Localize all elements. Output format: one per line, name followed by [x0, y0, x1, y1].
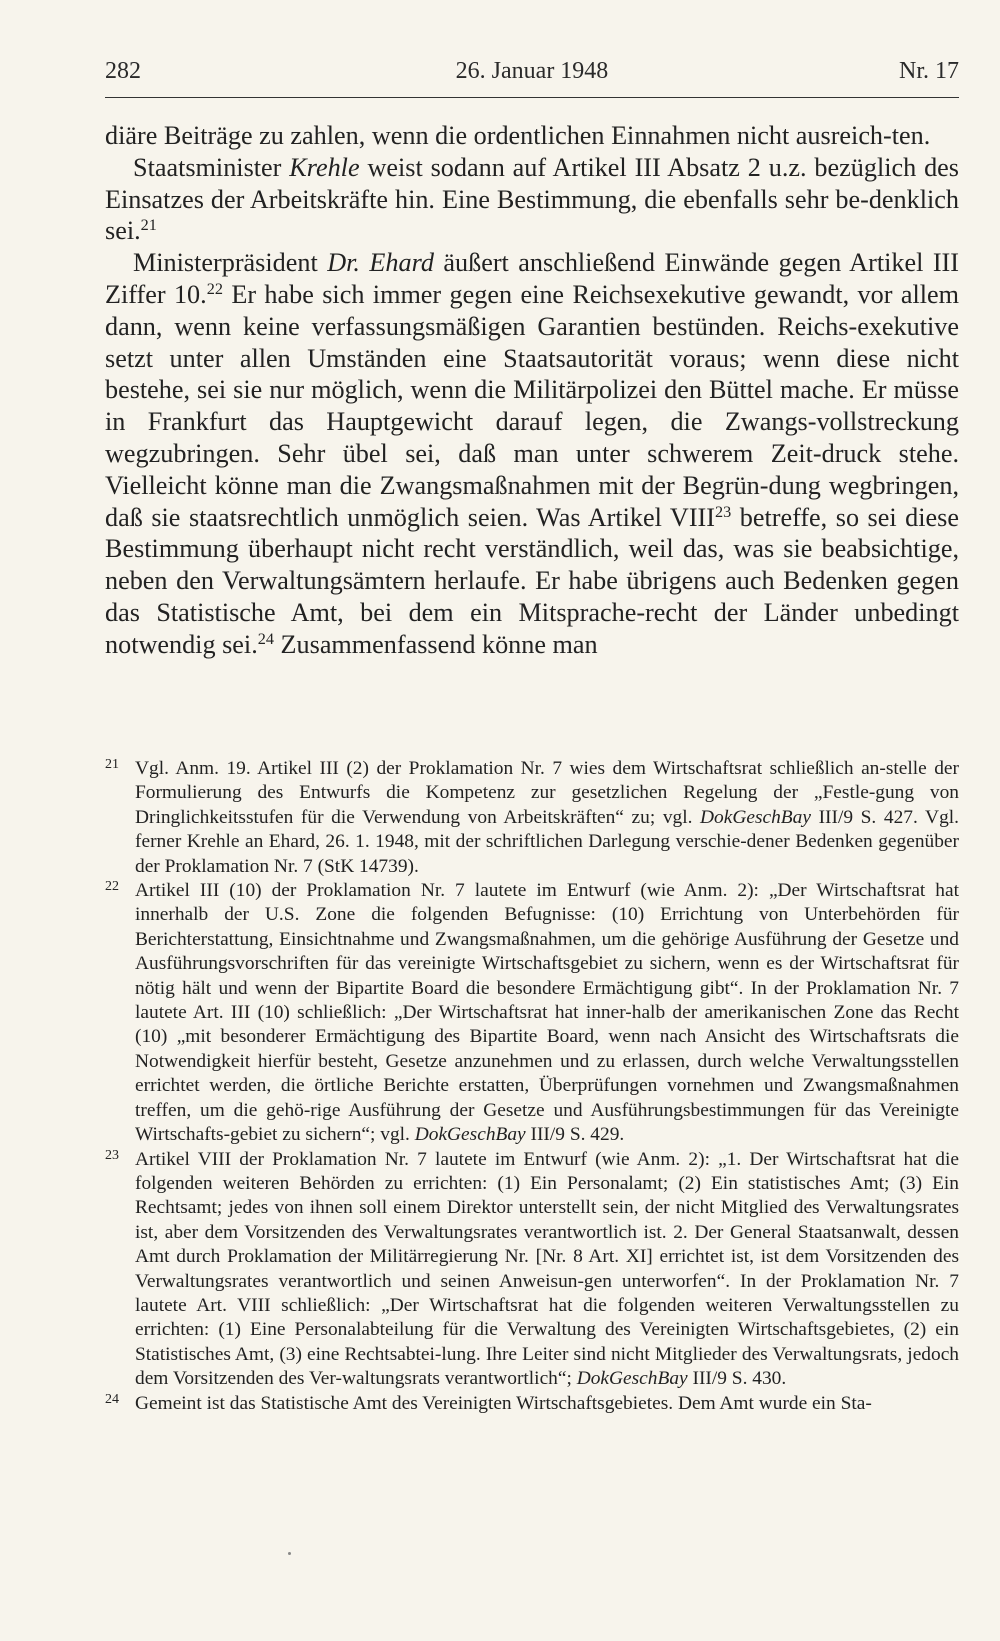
- citation-title: DokGeschBay: [700, 806, 811, 828]
- paper-speck: [288, 1552, 291, 1555]
- citation-title: DokGeschBay: [576, 1368, 688, 1390]
- footnote-number: 22: [105, 879, 119, 895]
- text-span: weist sodann auf Artikel III Absatz 2 u.z. bezüglich des Einsatzes der Arbeitskräfte hin. Eine Bestimmung, die ebenfalls sehr be-denklich sei.: [105, 152, 959, 246]
- text-span: Zusammenfassend könne man: [273, 629, 598, 659]
- text-span: äußert anschließend Einwände gegen Artikel III Ziffer 10.: [105, 248, 959, 309]
- footnote-text: Artikel III (10) der Proklamation Nr. 7 lautete im Entwurf (wie Anm. 2): „Der Wirtschaftsrat hat innerhalb der U.S. Zone die folgenden Befugnisse: (10) Errichtung von Unterbehörden für Berichterstattung, Einsichtnahme und Zwangsmaßnahmen, um die gehörige Ausführung der Gesetze und Ausführungsvorschriften für das vereinigte Wirtschaftsgebiet zu sichern, wenn es der Wirtschaftsrat für nötig hält und wenn der Bipartite Board die besondere Ermächtigung gibt“. In der Proklamation Nr. 7 lautete Art. III (10) schließlich: „Der Wirtschaftsrat hat inner-halb der amerikanischen Zone das Recht (10) „mit besonderer Ermächtigung des Bipartite Board, wenn nach Ansicht des Wirtschaftsrats die Notwendigkeit hierfür besteht, Gesetze anzunehmen und zu erlassen, durch welche Verwaltungsstellen errichtet werden, die örtliche Berichte erstatten, Überprüfungen vornehmen und Zwangsmaßnahmen treffen, um die gehö-rige Ausführung der Gesetze und Ausführungsbestimmungen für das Vereinigte Wirtschafts-gebiet zu sichern“; vgl.: [135, 880, 959, 1146]
- header-date: 26. Januar 1948: [455, 58, 609, 84]
- page-number: 282: [105, 58, 141, 84]
- speaker-name: Krehle: [289, 152, 360, 182]
- footnote-24: [105, 1392, 959, 1416]
- paragraph-continuation: diäre Beiträge zu zahlen, wenn die ordentlichen Einnahmen nicht ausreich-ten.: [105, 121, 931, 150]
- footnote-text: III/9 S. 427. Vgl. ferner Krehle an Ehard, 26. 1. 1948, mit der schriftlichen Darlegung verschie-dener Bedenken gegenüber der Proklamation Nr. 7 (StK 14739).: [135, 806, 959, 877]
- text-span: Staatsminister: [133, 152, 290, 182]
- footnote-text: Vgl. Anm. 19. Artikel III (2) der Proklamation Nr. 7 wies dem Wirtschaftsrat schließlich an-stelle der Formulierung des Entwurfs die Kompetenz zur gesetzlichen Regelung der „Festle-gung von Dringlichkeitsstufen für die Verwendung von Arbeitskräften“ zu; vgl.: [135, 758, 959, 828]
- footnotes-section: [105, 757, 959, 1416]
- footnote-ref[interactable]: 24: [257, 629, 274, 648]
- footnote-ref[interactable]: 22: [206, 280, 223, 299]
- page-header: [105, 58, 959, 98]
- footnote-text: III/9 S. 430.: [687, 1368, 787, 1390]
- footnote-text: Artikel VIII der Proklamation Nr. 7 lautete im Entwurf (wie Anm. 2): „1. Der Wirtschaftsrat hat die folgenden weiteren Behörden zu errichten: (1) Ein Personalamt; (2) Ein statistisches Amt; (3) Ein Rechtsamt; jedes von ihnen soll einem Direktor unterstellt sein, der nicht Mitglied des Verwaltungsrates ist, aber dem Vorsitzenden des Verwaltungsrates verantwortlich ist. 2. Der General Staatsanwalt, dessen Amt durch Proklamation der Militärregierung Nr. [Nr. 8 Art. XI] errichtet ist, ist dem Vorsitzenden des Verwaltungsrates verantwortlich und seinen Anweisun-gen unterworfen“. In der Proklamation Nr. 7 lautete Art. VIII schließlich: „Der Wirtschaftsrat hat die folgenden weiteren Verwaltungsstellen zu errichten: (1) Eine Personalabteilung für die Verwaltung des Vereinigten Wirtschaftsgebietes, (2) ein Statistisches Amt, (3) eine Rechtsabtei-lung. Ihre Leiter sind nicht Mitglieder des Verwaltungsrats, jedoch dem Vorsitzenden des Ver-waltungsrats verantwortlich“;: [135, 1148, 959, 1390]
- footnote-23: [105, 1148, 959, 1392]
- footnote-text: Gemeint ist das Statistische Amt des Vereinigten Wirtschaftsgebietes. Dem Amt wurde ein Sta-: [135, 1392, 872, 1414]
- footnote-ref[interactable]: 21: [140, 216, 157, 235]
- footnote-21: [105, 757, 959, 879]
- document-number: Nr. 17: [899, 58, 959, 84]
- speaker-name: Dr. Ehard: [327, 248, 434, 278]
- footnote-number: 21: [105, 757, 119, 772]
- text-span: Ministerpräsident: [133, 248, 328, 278]
- paragraph-krehle: [105, 152, 959, 247]
- citation-title: DokGeschBay: [414, 1124, 526, 1146]
- footnote-ref[interactable]: 23: [715, 502, 732, 521]
- footnote-number: 23: [105, 1147, 119, 1163]
- main-text: [105, 120, 959, 661]
- footnote-number: 24: [105, 1391, 119, 1407]
- footnote-22: [105, 879, 959, 1147]
- text-span: Er habe sich immer gegen eine Reichsexekutive gewandt, vor allem dann, wenn keine verfassungsmäßigen Garantien bestünden. Reichs-exekutive setzt unter allen Umständen eine Staatsautorität voraus; wenn diese nicht bestehe, sei sie nur möglich, wenn die Militärpolizei den Büttel mache. Er müsse in Frankfurt das Hauptgewicht darauf legen, die Zwangs-vollstreckung wegzubringen. Sehr übel sei, daß man unter schwerem Zeit-druck stehe. Vielleicht könne man die Zwangsmaßnahmen mit der Begrün-dung wegbringen, daß sie staatsrechtlich unmöglich seien. Was Artikel VIII: [105, 279, 959, 532]
- paragraph-ehard: [105, 247, 959, 660]
- header-rule: [105, 97, 959, 98]
- footnote-text: III/9 S. 429.: [525, 1124, 625, 1146]
- text-span: betreffe, so sei diese Bestimmung überhaupt nicht recht verständlich, weil das, was sie beabsichtige, neben den Verwaltungsämtern herlaufe. Er habe übrigens auch Bedenken gegen das Statistische Amt, bei dem ein Mitsprache-recht der Länder unbedingt notwendig sei.: [105, 502, 959, 659]
